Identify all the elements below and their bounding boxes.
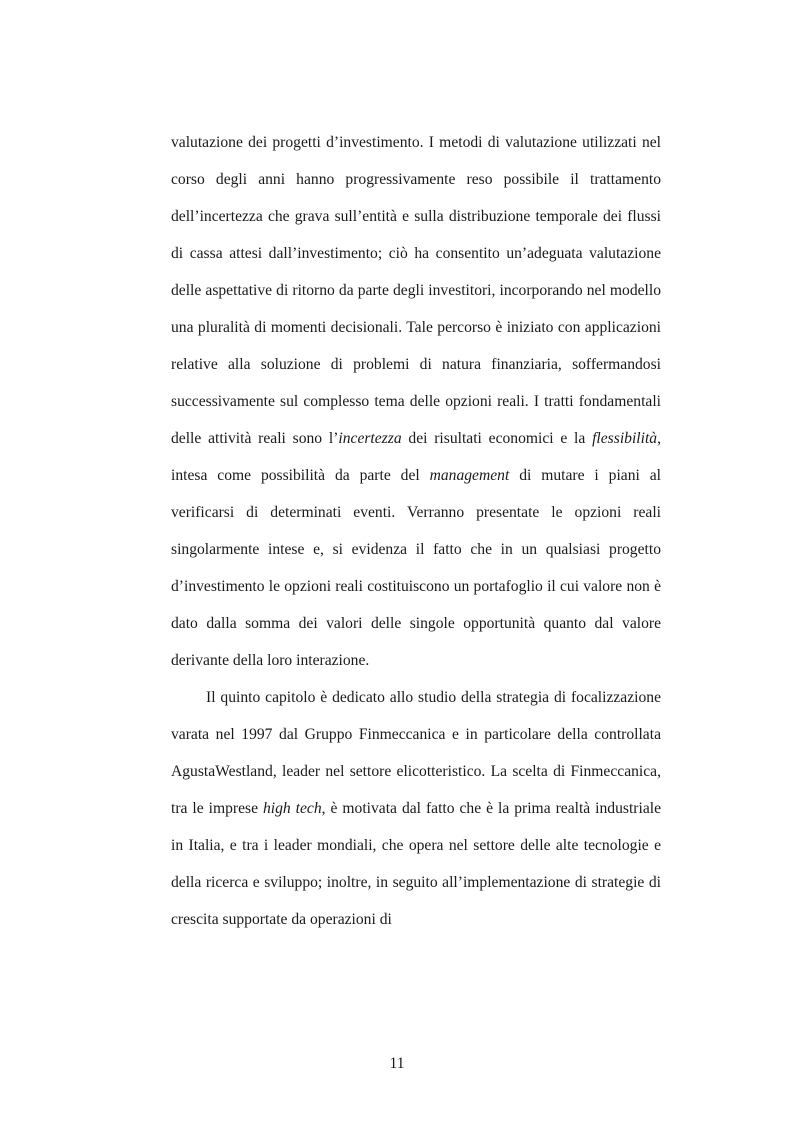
paragraph-1-text-1: valutazione dei progetti d’investimento. I metodi di valutazione utilizzati nel corso degli anni hanno progressivamente reso possibile il trattamento dell’incertezza che grava sull’entità e sulla distribuzione temporale dei flussi di cassa attesi dall’investimento; ciò ha consentito un’adeguata valutazione delle aspettative di ritorno da parte degli investitori, incorporando nel modello una pluralità di momenti decisionali. Tale percorso è iniziato con applicazioni relative alla soluzione di problemi di natura finanziaria, soffermandosi successivamente sul complesso tema delle opzioni reali. I tratti fondamentali delle attività reali sono l’ — [171, 134, 661, 447]
paragraph-1-italic-management: management — [429, 467, 510, 484]
page-number: 11 — [389, 1055, 405, 1072]
paragraph-1-text-4: di mutare i piani al verificarsi di determinati eventi. Verranno presentate le opzioni reali singolarmente intese e, si evidenza il fatto che in un qualsiasi progetto d’investimento le opzioni reali costituiscono un portafoglio il cui valore non è dato dalla somma dei valori delle singole opportunità quanto dal valore derivante della loro interazione. — [171, 467, 661, 669]
paragraph-1-italic-incertezza: incertezza — [338, 430, 402, 447]
paragraph-2-text-1: Il quinto capitolo è dedicato allo studio della strategia di focalizzazione varata nel 1997 dal Gruppo Finmeccanica e in particolare della controllata AgustaWestland, leader nel settore elicotteristico. La scelta di Finmeccanica, tra le imprese — [171, 689, 661, 817]
body-text — [171, 124, 661, 938]
paragraph-2-text-2: , è motivata dal fatto che è la prima realtà industriale in Italia, e tra i leader mondiali, che opera nel settore delle alte tecnologie e della ricerca e sviluppo; inoltre, in seguito all’implementazione di strategie di crescita supportate da operazioni di — [171, 800, 661, 928]
paragraph-1-text-2: dei risultati economici e la — [401, 430, 593, 447]
paragraph-1 — [171, 124, 661, 679]
paragraph-1-italic-flessibilita: flessibilità — [592, 430, 658, 447]
paragraph-2 — [171, 679, 661, 938]
paragraph-2-italic-high-tech: high tech — [262, 800, 322, 817]
paragraph-1-text-3: , intesa come possibilità da parte del — [171, 430, 661, 484]
